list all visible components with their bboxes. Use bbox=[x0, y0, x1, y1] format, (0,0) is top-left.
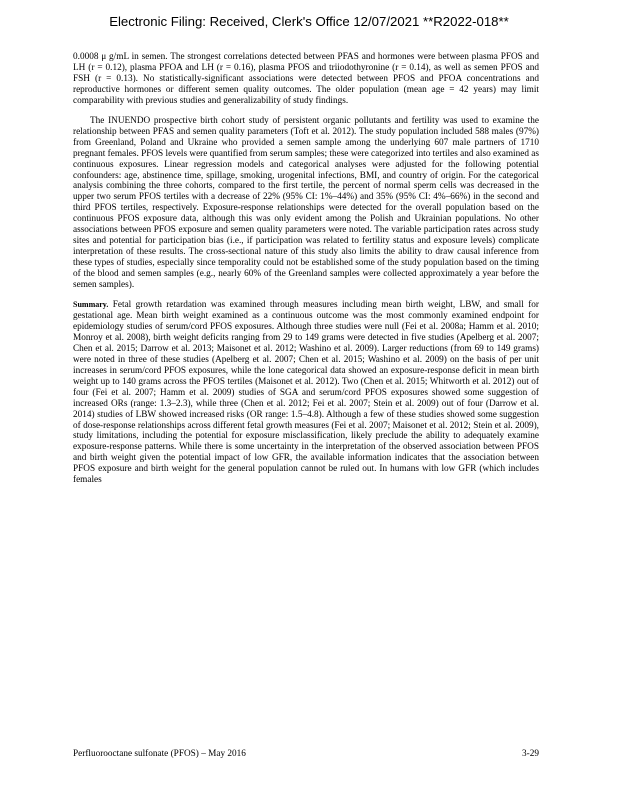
filing-header: Electronic Filing: Received, Clerk's Office 12/07/2021 **R2022-018** bbox=[109, 14, 509, 29]
footer-document-title: Perfluorooctane sulfonate (PFOS) – May 2016 bbox=[73, 749, 246, 759]
document-body bbox=[73, 52, 539, 486]
page-footer bbox=[73, 749, 539, 759]
paragraph bbox=[73, 52, 539, 107]
paragraph bbox=[73, 116, 539, 291]
paragraph-text: Fetal growth retardation was examined through measures including mean birth weight, LBW, and small for gestational age. Mean birth weight examined as a continuous outcome was the most commonly examined endpoint for epidemiology studies of serum/cord PFOS exposures. Although three studies were null (Fei et al. 2008a; Hamm et al. 2010; Monroy et al. 2008), birth weight deficits ranging from 29 to 149 grams were detected in five studies (Apelberg et al. 2007; Chen et al. 2015; Darrow et al. 2013; Maisonet et al. 2012; Washino et al. 2009). Larger reductions (from 69 to 149 grams) were noted in three of these studies (Apelberg et al. 2007; Chen et al. 2015; Washino et al. 2009) on the basis of per unit increases in serum/cord PFOS exposures, while the lone categorical data showed an exposure-response deficit in mean birth weight up to 140 grams across the PFOS tertiles (Maisonet et al. 2012). Two (Chen et al. 2015; Whitworth et al. 2012) out of four (Fei et al. 2007; Hamm et al. 2009) studies of SGA and serum/cord PFOS exposures showed some suggestion of increased ORs (range: 1.3–2.3), while three (Chen et al. 2012; Fei et al. 2007; Stein et al. 2009) out of four (Darrow et al. 2014) studies of LBW showed increased risks (OR range: 1.5–4.8). Although a few of these studies showed some suggestion of dose-response relationships across different fetal growth measures (Fei et al. 2007; Maisonet et al. 2012; Stein et al. 2009), study limitations, including the potential for exposure misclassification, likely preclude the ability to adequately examine exposure-response patterns. While there is some uncertainty in the interpretation of the observed association between PFOS and birth weight given the potential impact of low GFR, the available information indicates that the association between PFOS exposure and birth weight for the general population cannot be ruled out. In humans with low GFR (which includes females bbox=[73, 300, 539, 486]
page-number: 3-29 bbox=[522, 749, 539, 759]
summary-label: Summary. bbox=[73, 300, 109, 310]
paragraph-text: 0.0008 μ g/mL in semen. The strongest correlations detected between PFAS and hormones were between plasma PFOS and LH (r = 0.12), plasma PFOA and LH (r = 0.16), plasma PFOS and triiodothyronine (r = 0.14), as well as semen PFOS and FSH (r = 0.13). No statistically-significant associations were detected between PFOS and PFOA concentrations and reproductive hormones or different semen quality outcomes. The older population (mean age = 42 years) may limit comparability with previous studies and generalizability of study findings. bbox=[73, 52, 539, 106]
paragraph-text: The INUENDO prospective birth cohort study of persistent organic pollutants and fertility was used to examine the relationship between PFAS and semen quality parameters (Toft et al. 2012). The study population included 588 males (97%) from Greenland, Poland and Ukraine who provided a semen sample among the underlying 607 male partners of 1710 pregnant females. PFOS levels were quantified from serum samples; these were categorized into tertiles and also examined as continuous exposures. Linear regression models and categorical analyses were adjusted for the following potential confounders: age, abstinence time, spillage, smoking, urogenital infections, BMI, and country of origin. For the categorical analysis combining the three cohorts, compared to the first tertile, the percent of normal sperm cells was decreased in the upper two serum PFOS tertiles with a decrease of 22% (95% CI: 1%–44%) and 35% (95% CI: 4%–66%) in the second and third PFOS tertiles, respectively. Exposure-response relationships were detected for the overall population based on the continuous PFOS exposure data, although this was only evident among the Polish and Ukrainian populations. No other associations between PFOS exposure and semen quality parameters were noted. The variable participation rates across study sites and potential for participation bias (i.e., if participation was related to fertility status and exposure levels) complicate interpretation of these results. The cross-sectional nature of this study also limits the ability to draw causal inference from these types of studies, especially since temporality could not be established some of the study population based on the timing of the blood and semen samples (e.g., nearly 60% of the Greenland samples were collected approximately a year before the semen samples). bbox=[73, 115, 539, 291]
summary-paragraph bbox=[73, 300, 539, 486]
